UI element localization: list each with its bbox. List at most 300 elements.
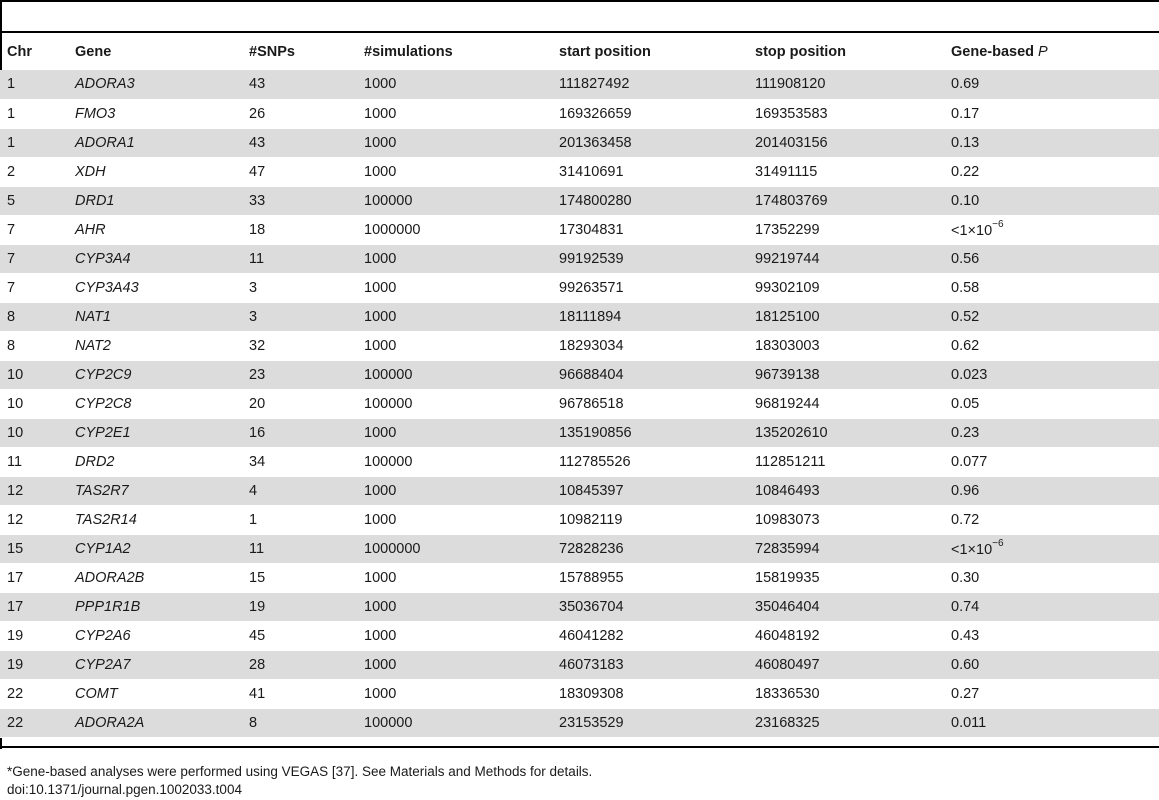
cell-stop-position-text: 135202610: [755, 424, 828, 441]
cell-gene-based-p: [951, 505, 1159, 534]
cell-simulations: [364, 708, 559, 737]
cell-simulations-text: 1000: [364, 250, 397, 267]
cell-chr-text: 8: [7, 308, 16, 325]
cell-chr: [0, 476, 75, 505]
cell-chr: [0, 360, 75, 389]
cell-gene-based-p: [951, 476, 1159, 505]
cell-start-position-text: 18111894: [559, 308, 622, 325]
cell-simulations-text: 1000: [364, 511, 397, 528]
cell-snps: [249, 679, 364, 708]
cell-simulations: [364, 186, 559, 215]
cell-snps-text: 26: [249, 105, 266, 122]
cell-gene-based-p: [951, 679, 1159, 708]
cell-chr-text: 5: [7, 192, 16, 209]
cell-snps-text: 4: [249, 482, 258, 499]
cell-simulations: [364, 563, 559, 592]
cell-gene-based-p-text: 0.43: [951, 627, 980, 644]
cell-simulations-text: 100000: [364, 395, 413, 412]
cell-chr-text: 22: [7, 685, 24, 702]
cell-stop-position: [755, 534, 951, 563]
cell-chr: [0, 157, 75, 186]
cell-start-position-text: 99263571: [559, 279, 624, 296]
cell-gene-text: CYP2A6: [75, 627, 131, 644]
cell-gene-based-p-text: 0.52: [951, 308, 980, 325]
table-row: [0, 534, 1159, 563]
cell-start-position: [559, 534, 755, 563]
cell-gene-text: COMT: [75, 685, 118, 702]
cell-stop-position-text: 31491115: [755, 163, 818, 180]
cell-snps-text: 28: [249, 656, 266, 673]
cell-stop-position: [755, 476, 951, 505]
cell-snps-text: 8: [249, 714, 258, 731]
cell-simulations: [364, 418, 559, 447]
cell-snps-text: 33: [249, 192, 266, 209]
cell-start-position: [559, 244, 755, 273]
cell-stop-position-text: 174803769: [755, 192, 828, 209]
cell-simulations-text: 100000: [364, 192, 413, 209]
cell-gene: [75, 186, 249, 215]
cell-gene: [75, 505, 249, 534]
cell-gene-based-p: [951, 418, 1159, 447]
cell-simulations-text: 1000: [364, 685, 397, 702]
cell-stop-position-text: 35046404: [755, 598, 820, 615]
cell-gene-text: AHR: [75, 221, 106, 238]
cell-gene-based-p: [951, 128, 1159, 157]
cell-simulations-text: 100000: [364, 714, 413, 731]
cell-gene-based-p: [951, 534, 1159, 563]
cell-gene: [75, 476, 249, 505]
cell-start-position-text: 72828236: [559, 540, 624, 557]
cell-chr-text: 1: [7, 76, 16, 93]
cell-simulations: [364, 302, 559, 331]
cell-chr: [0, 302, 75, 331]
cell-simulations: [364, 273, 559, 302]
cell-snps: [249, 650, 364, 679]
cell-chr-text: 22: [7, 714, 24, 731]
cell-start-position-text: 112785526: [559, 453, 631, 470]
cell-stop-position: [755, 273, 951, 302]
cell-start-position: [559, 273, 755, 302]
cell-simulations: [364, 215, 559, 244]
cell-start-position-text: 46073183: [559, 656, 624, 673]
cell-stop-position-text: 18303003: [755, 337, 820, 354]
cell-chr: [0, 186, 75, 215]
cell-start-position: [559, 476, 755, 505]
table-row: [0, 563, 1159, 592]
cell-chr: [0, 447, 75, 476]
cell-gene-based-p-text: 0.60: [951, 656, 980, 673]
cell-snps: [249, 244, 364, 273]
cell-simulations-text: 1000: [364, 598, 397, 615]
cell-p-exponent: −6: [992, 537, 1004, 549]
cell-start-position-text: 174800280: [559, 192, 632, 209]
header-chr: Chr: [7, 43, 32, 60]
table-body: [0, 70, 1159, 737]
cell-simulations-text: 1000: [364, 134, 397, 151]
cell-chr: [0, 244, 75, 273]
cell-chr: [0, 128, 75, 157]
cell-gene-based-p-text: 0.27: [951, 685, 980, 702]
cell-gene: [75, 447, 249, 476]
cell-stop-position-text: 111908120: [755, 76, 826, 93]
cell-simulations-text: 1000: [364, 482, 397, 499]
cell-start-position-text: 135190856: [559, 424, 632, 441]
cell-chr: [0, 215, 75, 244]
cell-gene-based-p-text: <1×10: [951, 541, 993, 558]
cell-gene-text: ADORA3: [75, 76, 135, 93]
cell-gene: [75, 679, 249, 708]
cell-gene-based-p-text: <1×10: [951, 222, 993, 239]
cell-stop-position: [755, 331, 951, 360]
cell-start-position: [559, 302, 755, 331]
table-row: [0, 621, 1159, 650]
cell-chr-text: 12: [7, 511, 24, 528]
cell-stop-position-text: 96819244: [755, 395, 820, 412]
table-row: [0, 273, 1159, 302]
cell-gene: [75, 244, 249, 273]
cell-chr: [0, 99, 75, 128]
cell-start-position-text: 46041282: [559, 627, 624, 644]
cell-gene-based-p-text: 0.96: [951, 482, 980, 499]
cell-gene-based-p-text: 0.23: [951, 424, 980, 441]
cell-stop-position-text: 112851211: [755, 453, 826, 470]
cell-stop-position: [755, 679, 951, 708]
header-start-position: start position: [559, 43, 651, 60]
cell-simulations-text: 1000: [364, 105, 397, 122]
cell-gene-based-p: [951, 563, 1159, 592]
table-row: [0, 70, 1159, 99]
cell-simulations: [364, 534, 559, 563]
cell-gene-based-p: [951, 302, 1159, 331]
cell-gene: [75, 331, 249, 360]
table-row: [0, 215, 1159, 244]
cell-gene: [75, 273, 249, 302]
cell-gene-based-p-text: 0.62: [951, 337, 980, 354]
cell-chr: [0, 534, 75, 563]
cell-gene-based-p: [951, 650, 1159, 679]
cell-gene-text: DRD2: [75, 453, 115, 470]
cell-chr-text: 19: [7, 627, 24, 644]
cell-gene-based-p: [951, 186, 1159, 215]
cell-chr-text: 1: [7, 105, 16, 122]
cell-stop-position: [755, 418, 951, 447]
cell-snps: [249, 563, 364, 592]
cell-gene: [75, 99, 249, 128]
cell-start-position-text: 35036704: [559, 598, 624, 615]
cell-simulations-text: 1000: [364, 308, 397, 325]
cell-gene-based-p: [951, 70, 1159, 99]
cell-stop-position: [755, 157, 951, 186]
cell-snps: [249, 360, 364, 389]
gene-table: [0, 33, 1159, 738]
cell-chr-text: 11: [7, 453, 23, 470]
cell-start-position: [559, 157, 755, 186]
cell-gene-text: CYP2C8: [75, 395, 132, 412]
cell-gene: [75, 70, 249, 99]
cell-snps: [249, 389, 364, 418]
cell-snps: [249, 418, 364, 447]
cell-gene-based-p: [951, 708, 1159, 737]
table-row: [0, 128, 1159, 157]
cell-stop-position: [755, 128, 951, 157]
cell-chr-text: 7: [7, 250, 16, 267]
cell-stop-position-text: 96739138: [755, 366, 820, 383]
cell-start-position: [559, 360, 755, 389]
table-footer: [7, 763, 592, 799]
cell-gene-based-p: [951, 99, 1159, 128]
cell-gene: [75, 302, 249, 331]
cell-gene-text: NAT1: [75, 308, 111, 325]
cell-chr-text: 19: [7, 656, 24, 673]
cell-snps: [249, 621, 364, 650]
cell-simulations-text: 1000: [364, 76, 397, 93]
cell-chr: [0, 650, 75, 679]
cell-gene-based-p-text: 0.22: [951, 163, 980, 180]
table-row: [0, 418, 1159, 447]
cell-stop-position-text: 18125100: [755, 308, 820, 325]
cell-simulations: [364, 389, 559, 418]
cell-snps: [249, 186, 364, 215]
cell-gene: [75, 389, 249, 418]
cell-gene-based-p: [951, 389, 1159, 418]
table-row: [0, 186, 1159, 215]
cell-start-position-text: 169326659: [559, 105, 632, 122]
cell-simulations-text: 100000: [364, 453, 413, 470]
header-simulations: #simulations: [364, 43, 453, 60]
cell-gene: [75, 215, 249, 244]
footnote: *Gene-based analyses were performed using VEGAS [37]. See Materials and Methods for details.: [7, 764, 593, 779]
cell-gene-based-p-text: 0.05: [951, 395, 980, 412]
cell-start-position-text: 99192539: [559, 250, 624, 267]
cell-stop-position: [755, 99, 951, 128]
cell-gene-text: CYP2C9: [75, 366, 132, 383]
cell-stop-position: [755, 302, 951, 331]
cell-simulations-text: 1000000: [364, 221, 421, 238]
cell-start-position: [559, 708, 755, 737]
cell-simulations: [364, 157, 559, 186]
cell-start-position-text: 111827492: [559, 76, 630, 93]
cell-chr-text: 7: [7, 279, 16, 296]
cell-start-position-text: 10982119: [559, 511, 623, 528]
top-rule: [0, 0, 1159, 2]
cell-simulations: [364, 592, 559, 621]
cell-start-position: [559, 331, 755, 360]
cell-chr: [0, 505, 75, 534]
cell-start-position: [559, 650, 755, 679]
cell-stop-position-text: 23168325: [755, 714, 820, 731]
cell-gene-based-p: [951, 157, 1159, 186]
cell-snps-text: 43: [249, 76, 266, 93]
cell-gene-text: DRD1: [75, 192, 115, 209]
cell-snps: [249, 128, 364, 157]
table-row: [0, 592, 1159, 621]
header-snps: #SNPs: [249, 43, 295, 60]
cell-chr: [0, 679, 75, 708]
cell-chr-text: 10: [7, 366, 24, 383]
cell-snps: [249, 157, 364, 186]
cell-gene-based-p: [951, 215, 1159, 244]
cell-chr: [0, 621, 75, 650]
cell-snps-text: 19: [249, 598, 266, 615]
cell-snps-text: 3: [249, 279, 258, 296]
cell-start-position: [559, 128, 755, 157]
cell-chr-text: 8: [7, 337, 16, 354]
cell-gene-based-p: [951, 244, 1159, 273]
cell-gene-based-p-text: 0.30: [951, 569, 980, 586]
cell-snps-text: 11: [249, 540, 265, 557]
cell-chr: [0, 418, 75, 447]
cell-stop-position-text: 18336530: [755, 685, 820, 702]
cell-gene-text: CYP2A7: [75, 656, 131, 673]
cell-gene-text: CYP1A2: [75, 540, 131, 557]
cell-start-position: [559, 70, 755, 99]
cell-gene-based-p-text: 0.10: [951, 192, 980, 209]
cell-simulations: [364, 505, 559, 534]
cell-stop-position: [755, 70, 951, 99]
cell-chr: [0, 708, 75, 737]
cell-gene-text: CYP2E1: [75, 424, 131, 441]
cell-simulations-text: 1000: [364, 627, 397, 644]
cell-simulations: [364, 70, 559, 99]
cell-gene: [75, 563, 249, 592]
cell-snps-text: 47: [249, 163, 266, 180]
table-row: [0, 244, 1159, 273]
cell-snps: [249, 99, 364, 128]
cell-simulations-text: 1000: [364, 337, 397, 354]
cell-start-position: [559, 563, 755, 592]
cell-stop-position-text: 10983073: [755, 511, 820, 528]
cell-stop-position-text: 10846493: [755, 482, 820, 499]
cell-simulations-text: 1000: [364, 424, 397, 441]
cell-simulations: [364, 447, 559, 476]
cell-gene: [75, 621, 249, 650]
cell-snps: [249, 592, 364, 621]
doi: doi:10.1371/journal.pgen.1002033.t004: [7, 782, 242, 797]
cell-chr: [0, 331, 75, 360]
cell-simulations-text: 1000: [364, 569, 397, 586]
cell-stop-position: [755, 621, 951, 650]
cell-gene-text: CYP3A43: [75, 279, 139, 296]
header-gene-based-p: [951, 33, 1159, 70]
cell-gene-text: PPP1R1B: [75, 598, 141, 615]
cell-gene-text: TAS2R7: [75, 482, 129, 499]
cell-chr-text: 15: [7, 540, 24, 557]
cell-simulations: [364, 331, 559, 360]
cell-chr: [0, 273, 75, 302]
cell-start-position-text: 18309308: [559, 685, 624, 702]
cell-stop-position-text: 17352299: [755, 221, 820, 238]
cell-chr-text: 10: [7, 395, 24, 412]
cell-stop-position: [755, 708, 951, 737]
cell-stop-position: [755, 244, 951, 273]
cell-stop-position: [755, 650, 951, 679]
cell-stop-position: [755, 563, 951, 592]
cell-gene-based-p-text: 0.011: [951, 714, 987, 731]
cell-stop-position-text: 46048192: [755, 627, 820, 644]
cell-gene-text: XDH: [75, 163, 106, 180]
cell-start-position-text: 10845397: [559, 482, 624, 499]
cell-snps-text: 23: [249, 366, 266, 383]
cell-snps-text: 43: [249, 134, 266, 151]
cell-snps-text: 34: [249, 453, 266, 470]
cell-chr: [0, 592, 75, 621]
table-row: [0, 157, 1159, 186]
cell-stop-position-text: 201403156: [755, 134, 828, 151]
header-row: [0, 33, 1159, 70]
cell-snps: [249, 215, 364, 244]
cell-stop-position-text: 15819935: [755, 569, 820, 586]
cell-start-position-text: 17304831: [559, 221, 624, 238]
cell-simulations-text: 1000000: [364, 540, 421, 557]
cell-chr-text: 17: [7, 598, 24, 615]
cell-snps: [249, 70, 364, 99]
cell-gene-based-p: [951, 273, 1159, 302]
cell-snps: [249, 476, 364, 505]
cell-snps-text: 20: [249, 395, 266, 412]
cell-start-position-text: 15788955: [559, 569, 624, 586]
cell-start-position: [559, 447, 755, 476]
cell-gene-based-p-text: 0.69: [951, 76, 980, 93]
cell-chr-text: 1: [7, 134, 16, 151]
cell-chr: [0, 389, 75, 418]
cell-gene-text: CYP3A4: [75, 250, 131, 267]
cell-snps: [249, 534, 364, 563]
cell-gene-based-p: [951, 331, 1159, 360]
cell-simulations-text: 1000: [364, 656, 397, 673]
cell-snps-text: 45: [249, 627, 266, 644]
cell-stop-position: [755, 215, 951, 244]
cell-snps-text: 3: [249, 308, 258, 325]
cell-gene-based-p-text: 0.74: [951, 598, 980, 615]
cell-gene-text: ADORA1: [75, 134, 135, 151]
cell-start-position: [559, 99, 755, 128]
cell-start-position: [559, 418, 755, 447]
table-row: [0, 505, 1159, 534]
cell-start-position-text: 31410691: [559, 163, 624, 180]
cell-start-position: [559, 389, 755, 418]
cell-gene-based-p: [951, 592, 1159, 621]
cell-simulations: [364, 244, 559, 273]
cell-stop-position: [755, 505, 951, 534]
cell-stop-position-text: 99302109: [755, 279, 820, 296]
cell-gene-based-p-text: 0.58: [951, 279, 980, 296]
cell-simulations-text: 1000: [364, 279, 397, 296]
cell-simulations: [364, 621, 559, 650]
cell-snps-text: 1: [249, 511, 258, 528]
cell-simulations-text: 100000: [364, 366, 413, 383]
header-stop-position: stop position: [755, 43, 847, 60]
cell-stop-position-text: 72835994: [755, 540, 820, 557]
cell-snps: [249, 331, 364, 360]
cell-gene-based-p-text: 0.56: [951, 250, 980, 267]
cell-snps-text: 41: [249, 685, 266, 702]
cell-snps: [249, 447, 364, 476]
cell-stop-position: [755, 360, 951, 389]
table-bottom-rule: [0, 746, 1159, 748]
cell-start-position: [559, 505, 755, 534]
cell-stop-position: [755, 389, 951, 418]
cell-snps: [249, 273, 364, 302]
cell-gene-text: FMO3: [75, 105, 116, 122]
cell-stop-position: [755, 592, 951, 621]
cell-simulations: [364, 360, 559, 389]
cell-snps-text: 16: [249, 424, 266, 441]
cell-simulations: [364, 476, 559, 505]
cell-snps: [249, 505, 364, 534]
cell-gene-text: NAT2: [75, 337, 111, 354]
cell-gene-based-p-text: 0.13: [951, 134, 980, 151]
cell-start-position-text: 96688404: [559, 366, 624, 383]
